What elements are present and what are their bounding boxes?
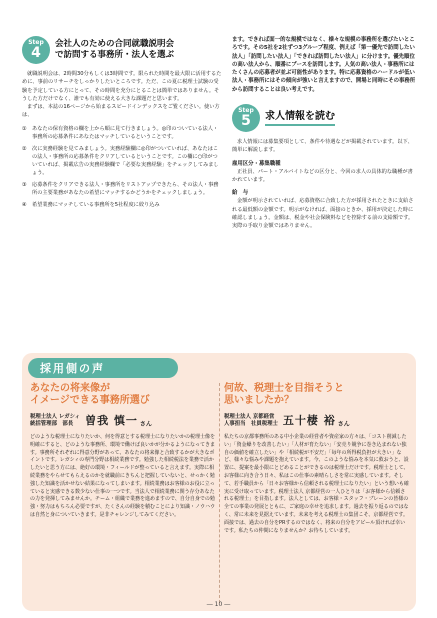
voice-right-heading: 何故、税理士を目指そうと 思いましたか？ — [224, 383, 344, 406]
step4-badge: Step 4 — [22, 36, 50, 64]
list-item: ③ 応募条件をクリアできる法人・事務所をリストアップできたら、その法人・事務所の主要業務があなたの希望にマッチするかどうかをチェックしましょう。 — [22, 181, 219, 196]
employer-voice-panel — [22, 353, 416, 611]
step4-list — [22, 125, 222, 209]
right-column — [232, 36, 416, 230]
sub-heading-employment: 雇用区分・募集職種 — [232, 160, 281, 167]
voice-left-heading: あなたの将来像が イメージできる事務所選び — [30, 383, 150, 406]
voice-left-person: 税理士法人 レガシィ 統括管理部 部長 曽我 慎一 さん — [30, 414, 152, 428]
list-item: ① あなたの保有資格の欄を上から順に見て行きましょう。◎印のついている法人・事務所の応募条件にあなたはマッチしているということです。 — [22, 125, 219, 140]
step4-section — [22, 36, 222, 213]
voice-left — [30, 383, 216, 520]
person-name: 曽我 慎一 — [85, 414, 138, 427]
divider — [219, 383, 220, 603]
salary-text: 金額が明示されていれば、応募資格に合致した方が採用されたときに支給される最低額の金額です。明示がなければ、面接のときか、採用が決定した時に確認しましょう。金額は、税金や社会保険料などを控除する前の支給額です。実際の手取り金額ではありません。 — [232, 198, 414, 230]
list-item: ④ 希望業務にマッチしている事務所を5社程度に絞り込み — [22, 201, 160, 208]
employment-text: 正社員、パート・アルバイトなどの区分と、今回の求人の具体的な職種が書かれています。 — [232, 168, 413, 183]
voice-label: 採用側の声 — [28, 358, 178, 378]
step4-intro2: まずは、本誌の16ページから始まるスピードインデックスをご覧ください。使い方は、 — [22, 104, 220, 119]
voice-left-body: どのような税理士になりたいか、何を得意とする税理士になりたいかの税理士像を明確にすると、どのような事務所、環境で働けば良いかが分かるようになってきます。事務所それぞれに得意分野があって、あなたの将来像と合致するかが大きなポイントです。レガシィの専門分野は相続業務です。勉強した相続税法を業務で活かしたいと思う方には、絶好の環境・フィールドが整っていると言えます。実際に相続業務をやらせてもらえるのかを就職前にきちんと把握していないと、せっかく勉強した知識を活かせない結果になってしまいます。相続業務はお客様のお役に立っていると実感できる数少ない仕事の一つです。当法人で相続業務に関う存分あなたの力を発揮してみませんか。チーム・組織で業務を進めますので、自分自身での勉強・努力はもちろん必要ですが、たくさんの経験を積むことにより知識・ノウハウは自然と身についていきます。是非チャレンジしてみてください。 — [30, 434, 216, 518]
sub-heading-salary: 給 与 — [232, 190, 249, 197]
person-name: 五十棲 裕 — [282, 414, 336, 427]
step5-intro: 求人情報には募集要項として、条件や待遇などが掲載されています。以下、簡単に解説します。 — [232, 139, 413, 154]
voice-right-person: 税理士法人 京都経営 人事担当 社員税理士 五十棲 裕 さん — [224, 414, 350, 428]
step4-header — [22, 36, 222, 64]
step5-title: 求人情報を読む — [265, 111, 335, 126]
page-number: ― 10 ― — [206, 601, 231, 608]
step4-title: 会社人のための合同就職説明会 で訪問する事務所・法人を選ぶ — [55, 39, 175, 60]
step4-intro: 就職説明会は、2時間30分もしくは3時間です。限られた時間を最大限に活用するために、事前のリサーチをしっかりしたいところです。ただ、この夏に税理士試験の受験を予定している方にとって、その時間を充分にとることは簡単ではありません。そうした方だけでなく、誰でも有効に使える大きな課題だと思います。 — [22, 71, 222, 102]
voice-right — [224, 383, 410, 535]
step5-badge: Step 5 — [232, 104, 260, 132]
voice-right-body: 私たちの京都事務所のある中小企業の経営者や資産家の方々は、「コスト削減したい」「資金繰りを改善したい」「人材が育たない」「安売り競争に巻き込まれない独自の価値を確立したい」や「相続税が不安だ」「毎年の所得税負担が大きい」など、様々な悩みや課題を抱えています。今、このような悩みを本気に救おうと、設置に、提案を最小限にとどめることができるのは税理士だけです。税理士として、お客様に向き合う日々、私はこの仕事の素晴らしさを常に実感しています。そして、若手職員から「日々お客様から信頼される税理士になりたい」という想いも確実に受け取っています。税理士法人 京都経営の一人ひとりは「お客様から信頼される税理士」を目指します。法人としては、お客様・スタッフ・ブレーンの皆様の全ての事業の発展とともに、ご家庭の幸せを追求します。過去を振り返るのではなく、常に未来を見据えています。未来を考える税理士の集団こそ、京都経営です。面接では、過去の自分をPRするのではなく、将来の自分をアピール頂ければ幸いです。私たちの仲間になりませんか？お待ちしています。 — [224, 434, 409, 534]
list-item: ② 次に実務経験を見てみましょう。実務経験欄に◎印がついていれば、あなたはこの法人・事務所の応募条件をクリアしているということです。この欄に○印がついていれば、掲載広告の実務経験欄で「必要な実務経験」をチェックしてみましょう。 — [22, 145, 219, 176]
step5-header — [232, 104, 416, 132]
step4-continuation: ます。できれば面一的な規模ではなく、様々な規模の事務所を選びたいところです。その5社を2社ずつ3グループ程度、例えば「第一優先で訪問したい法人」「訪問したい法人」「できれば訪問したい法人」に分けます。優先順位の高い法人から、順番にブースを訪問します。人気の高い法人・事務所にはたくさんの応募者が並ぶ可能性があります。特に応募資格のハードルが低い法人・事務所にはその傾向が強いと言えますので、開場と同時にその事務所から訪問することは良い考えです。 — [232, 37, 416, 93]
